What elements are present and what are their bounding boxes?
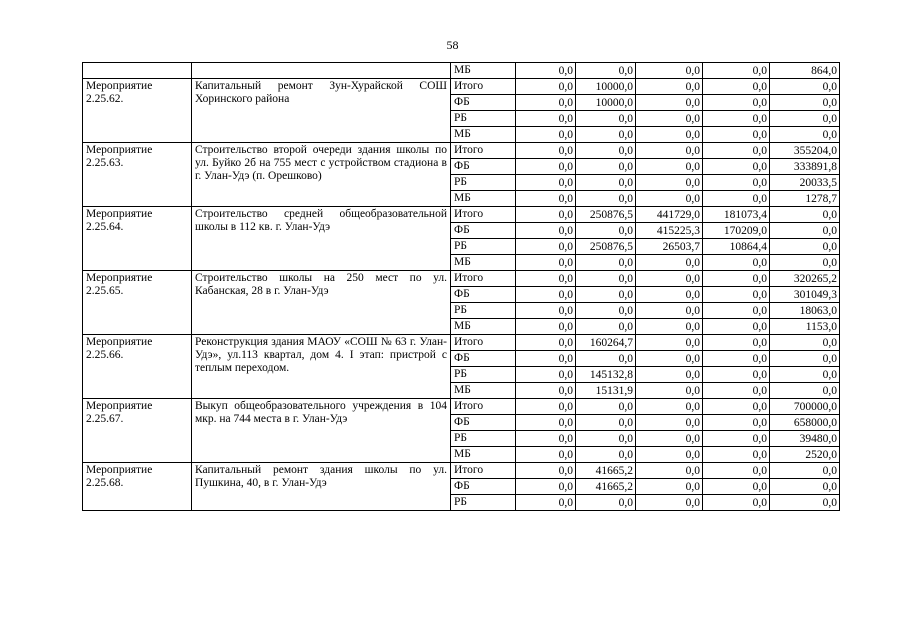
value-cell: 0,0 xyxy=(703,447,770,463)
value-cell: 0,0 xyxy=(636,255,703,271)
funding-source: Итого xyxy=(451,399,516,415)
funding-source: ФБ xyxy=(451,287,516,303)
value-cell: 181073,4 xyxy=(703,207,770,223)
page-number: 58 xyxy=(446,38,459,52)
value-cell: 0,0 xyxy=(516,351,576,367)
value-cell: 20033,5 xyxy=(770,175,840,191)
value-cell: 0,0 xyxy=(576,495,636,511)
funding-source: РБ xyxy=(451,431,516,447)
value-cell: 864,0 xyxy=(770,63,840,79)
value-cell: 0,0 xyxy=(516,431,576,447)
value-cell: 0,0 xyxy=(770,335,840,351)
funding-source: РБ xyxy=(451,239,516,255)
funding-source: РБ xyxy=(451,495,516,511)
value-cell: 0,0 xyxy=(703,335,770,351)
value-cell: 0,0 xyxy=(636,431,703,447)
value-cell: 0,0 xyxy=(576,143,636,159)
value-cell: 0,0 xyxy=(516,143,576,159)
value-cell: 10864,4 xyxy=(703,239,770,255)
value-cell: 0,0 xyxy=(770,351,840,367)
funding-source: ФБ xyxy=(451,351,516,367)
value-cell: 10000,0 xyxy=(576,95,636,111)
value-cell: 26503,7 xyxy=(636,239,703,255)
value-cell: 0,0 xyxy=(636,63,703,79)
value-cell: 0,0 xyxy=(576,399,636,415)
value-cell: 0,0 xyxy=(576,351,636,367)
value-cell: 0,0 xyxy=(770,79,840,95)
value-cell: 39480,0 xyxy=(770,431,840,447)
value-cell: 0,0 xyxy=(516,367,576,383)
value-cell: 0,0 xyxy=(636,319,703,335)
value-cell: 0,0 xyxy=(636,287,703,303)
value-cell: 0,0 xyxy=(636,463,703,479)
value-cell: 441729,0 xyxy=(636,207,703,223)
table-row xyxy=(83,143,840,159)
value-cell: 0,0 xyxy=(703,127,770,143)
measure-name: Строительство второй очереди здания школы по ул. Буйко 2б на 755 мест с устройством стадиона в г. Улан-Удэ (п. Орешково) xyxy=(192,143,451,207)
funding-source: РБ xyxy=(451,111,516,127)
funding-source: РБ xyxy=(451,175,516,191)
table-row xyxy=(83,335,840,351)
value-cell: 415225,3 xyxy=(636,223,703,239)
value-cell: 0,0 xyxy=(516,127,576,143)
value-cell: 658000,0 xyxy=(770,415,840,431)
table-row xyxy=(83,63,840,79)
value-cell: 0,0 xyxy=(703,319,770,335)
value-cell: 0,0 xyxy=(516,383,576,399)
value-cell: 0,0 xyxy=(516,111,576,127)
value-cell: 0,0 xyxy=(576,319,636,335)
value-cell: 0,0 xyxy=(636,271,703,287)
funding-source: МБ xyxy=(451,63,516,79)
value-cell: 0,0 xyxy=(770,95,840,111)
funding-source: Итого xyxy=(451,79,516,95)
measure-name: Капитальный ремонт здания школы по ул. Пушкина, 40, в г. Улан-Удэ xyxy=(192,463,451,511)
value-cell: 0,0 xyxy=(770,495,840,511)
value-cell: 0,0 xyxy=(576,255,636,271)
value-cell: 170209,0 xyxy=(703,223,770,239)
funding-source: МБ xyxy=(451,383,516,399)
value-cell: 0,0 xyxy=(516,447,576,463)
value-cell: 0,0 xyxy=(703,399,770,415)
measure-name: Строительство школы на 250 мест по ул. Кабанская, 28 в г. Улан-Удэ xyxy=(192,271,451,335)
value-cell: 0,0 xyxy=(636,79,703,95)
measure-code: Мероприятие 2.25.66. xyxy=(83,335,192,399)
value-cell: 301049,3 xyxy=(770,287,840,303)
measure-name: Строительство средней общеобразовательной школы в 112 кв. г. Улан-Удэ xyxy=(192,207,451,271)
measure-code: Мероприятие 2.25.67. xyxy=(83,399,192,463)
value-cell: 0,0 xyxy=(703,367,770,383)
value-cell: 333891,8 xyxy=(770,159,840,175)
measure-name: Выкуп общеобразовательного учреждения в 104 мкр. на 744 места в г. Улан-Удэ xyxy=(192,399,451,463)
value-cell: 0,0 xyxy=(703,143,770,159)
measure-name: Капитальный ремонт Зун-Хурайской СОШ Хоринского района xyxy=(192,79,451,143)
value-cell: 0,0 xyxy=(703,79,770,95)
value-cell: 0,0 xyxy=(516,335,576,351)
value-cell: 0,0 xyxy=(516,495,576,511)
value-cell: 0,0 xyxy=(516,415,576,431)
value-cell: 15131,9 xyxy=(576,383,636,399)
value-cell: 0,0 xyxy=(770,383,840,399)
value-cell: 250876,5 xyxy=(576,239,636,255)
funding-source: РБ xyxy=(451,303,516,319)
value-cell: 0,0 xyxy=(703,159,770,175)
value-cell: 0,0 xyxy=(703,351,770,367)
funding-source: Итого xyxy=(451,207,516,223)
value-cell: 0,0 xyxy=(516,479,576,495)
value-cell: 1278,7 xyxy=(770,191,840,207)
table-row xyxy=(83,271,840,287)
value-cell: 0,0 xyxy=(770,367,840,383)
code-cell-blank xyxy=(83,63,192,79)
value-cell: 0,0 xyxy=(576,287,636,303)
measure-code: Мероприятие 2.25.65. xyxy=(83,271,192,335)
value-cell: 0,0 xyxy=(576,271,636,287)
funding-source: Итого xyxy=(451,271,516,287)
value-cell: 0,0 xyxy=(703,175,770,191)
value-cell: 0,0 xyxy=(636,447,703,463)
funding-source: ФБ xyxy=(451,223,516,239)
value-cell: 0,0 xyxy=(770,127,840,143)
value-cell: 0,0 xyxy=(516,207,576,223)
value-cell: 0,0 xyxy=(516,159,576,175)
measure-name: Реконструкция здания МАОУ «СОШ № 63 г. Улан-Удэ», ул.113 квартал, дом 4. I этап: пристрой с теплым переходом. xyxy=(192,335,451,399)
value-cell: 0,0 xyxy=(770,463,840,479)
value-cell: 0,0 xyxy=(636,495,703,511)
value-cell: 0,0 xyxy=(703,271,770,287)
value-cell: 0,0 xyxy=(576,431,636,447)
funding-source: МБ xyxy=(451,191,516,207)
value-cell: 0,0 xyxy=(516,271,576,287)
value-cell: 0,0 xyxy=(636,415,703,431)
value-cell: 0,0 xyxy=(516,303,576,319)
value-cell: 355204,0 xyxy=(770,143,840,159)
value-cell: 0,0 xyxy=(516,239,576,255)
value-cell: 0,0 xyxy=(636,335,703,351)
value-cell: 0,0 xyxy=(636,159,703,175)
measure-code: Мероприятие 2.25.62. xyxy=(83,79,192,143)
value-cell: 0,0 xyxy=(516,63,576,79)
value-cell: 0,0 xyxy=(576,111,636,127)
value-cell: 0,0 xyxy=(516,79,576,95)
value-cell: 0,0 xyxy=(576,127,636,143)
table-row xyxy=(83,463,840,479)
value-cell: 145132,8 xyxy=(576,367,636,383)
value-cell: 0,0 xyxy=(636,383,703,399)
value-cell: 0,0 xyxy=(636,399,703,415)
value-cell: 0,0 xyxy=(516,175,576,191)
value-cell: 0,0 xyxy=(703,191,770,207)
value-cell: 0,0 xyxy=(636,367,703,383)
value-cell: 0,0 xyxy=(703,287,770,303)
value-cell: 41665,2 xyxy=(576,463,636,479)
value-cell: 0,0 xyxy=(703,463,770,479)
value-cell: 0,0 xyxy=(636,303,703,319)
value-cell: 0,0 xyxy=(576,191,636,207)
table-row xyxy=(83,79,840,95)
measure-code: Мероприятие 2.25.63. xyxy=(83,143,192,207)
value-cell: 0,0 xyxy=(516,191,576,207)
value-cell: 0,0 xyxy=(576,447,636,463)
value-cell: 0,0 xyxy=(636,191,703,207)
value-cell: 2520,0 xyxy=(770,447,840,463)
value-cell: 0,0 xyxy=(636,175,703,191)
value-cell: 0,0 xyxy=(636,127,703,143)
value-cell: 18063,0 xyxy=(770,303,840,319)
value-cell: 0,0 xyxy=(770,111,840,127)
name-cell-blank xyxy=(192,63,451,79)
value-cell: 0,0 xyxy=(516,287,576,303)
table-row xyxy=(83,399,840,415)
value-cell: 0,0 xyxy=(770,239,840,255)
value-cell: 0,0 xyxy=(636,95,703,111)
measure-code: Мероприятие 2.25.68. xyxy=(83,463,192,511)
value-cell: 320265,2 xyxy=(770,271,840,287)
funding-source: МБ xyxy=(451,447,516,463)
value-cell: 0,0 xyxy=(770,255,840,271)
value-cell: 0,0 xyxy=(703,495,770,511)
value-cell: 0,0 xyxy=(516,463,576,479)
value-cell: 0,0 xyxy=(703,303,770,319)
value-cell: 10000,0 xyxy=(576,79,636,95)
value-cell: 0,0 xyxy=(703,383,770,399)
value-cell: 0,0 xyxy=(703,479,770,495)
value-cell: 0,0 xyxy=(516,399,576,415)
funding-source: ФБ xyxy=(451,159,516,175)
value-cell: 0,0 xyxy=(703,431,770,447)
value-cell: 0,0 xyxy=(703,111,770,127)
value-cell: 0,0 xyxy=(636,479,703,495)
value-cell: 0,0 xyxy=(770,207,840,223)
value-cell: 0,0 xyxy=(636,351,703,367)
value-cell: 0,0 xyxy=(703,255,770,271)
value-cell: 1153,0 xyxy=(770,319,840,335)
value-cell: 0,0 xyxy=(703,95,770,111)
value-cell: 0,0 xyxy=(576,63,636,79)
value-cell: 0,0 xyxy=(636,111,703,127)
value-cell: 0,0 xyxy=(516,319,576,335)
value-cell: 700000,0 xyxy=(770,399,840,415)
budget-table xyxy=(82,62,840,511)
value-cell: 0,0 xyxy=(576,415,636,431)
value-cell: 0,0 xyxy=(516,223,576,239)
table-row xyxy=(83,207,840,223)
value-cell: 0,0 xyxy=(576,223,636,239)
value-cell: 0,0 xyxy=(576,175,636,191)
value-cell: 0,0 xyxy=(770,479,840,495)
value-cell: 0,0 xyxy=(770,223,840,239)
measure-code: Мероприятие 2.25.64. xyxy=(83,207,192,271)
value-cell: 250876,5 xyxy=(576,207,636,223)
funding-source: МБ xyxy=(451,319,516,335)
funding-source: РБ xyxy=(451,367,516,383)
funding-source: ФБ xyxy=(451,415,516,431)
value-cell: 160264,7 xyxy=(576,335,636,351)
funding-source: ФБ xyxy=(451,95,516,111)
value-cell: 0,0 xyxy=(576,159,636,175)
funding-source: МБ xyxy=(451,127,516,143)
funding-source: МБ xyxy=(451,255,516,271)
funding-source: Итого xyxy=(451,335,516,351)
value-cell: 0,0 xyxy=(516,255,576,271)
value-cell: 0,0 xyxy=(576,303,636,319)
value-cell: 41665,2 xyxy=(576,479,636,495)
value-cell: 0,0 xyxy=(636,143,703,159)
funding-source: Итого xyxy=(451,143,516,159)
value-cell: 0,0 xyxy=(703,415,770,431)
value-cell: 0,0 xyxy=(516,95,576,111)
funding-source: Итого xyxy=(451,463,516,479)
funding-source: ФБ xyxy=(451,479,516,495)
value-cell: 0,0 xyxy=(703,63,770,79)
